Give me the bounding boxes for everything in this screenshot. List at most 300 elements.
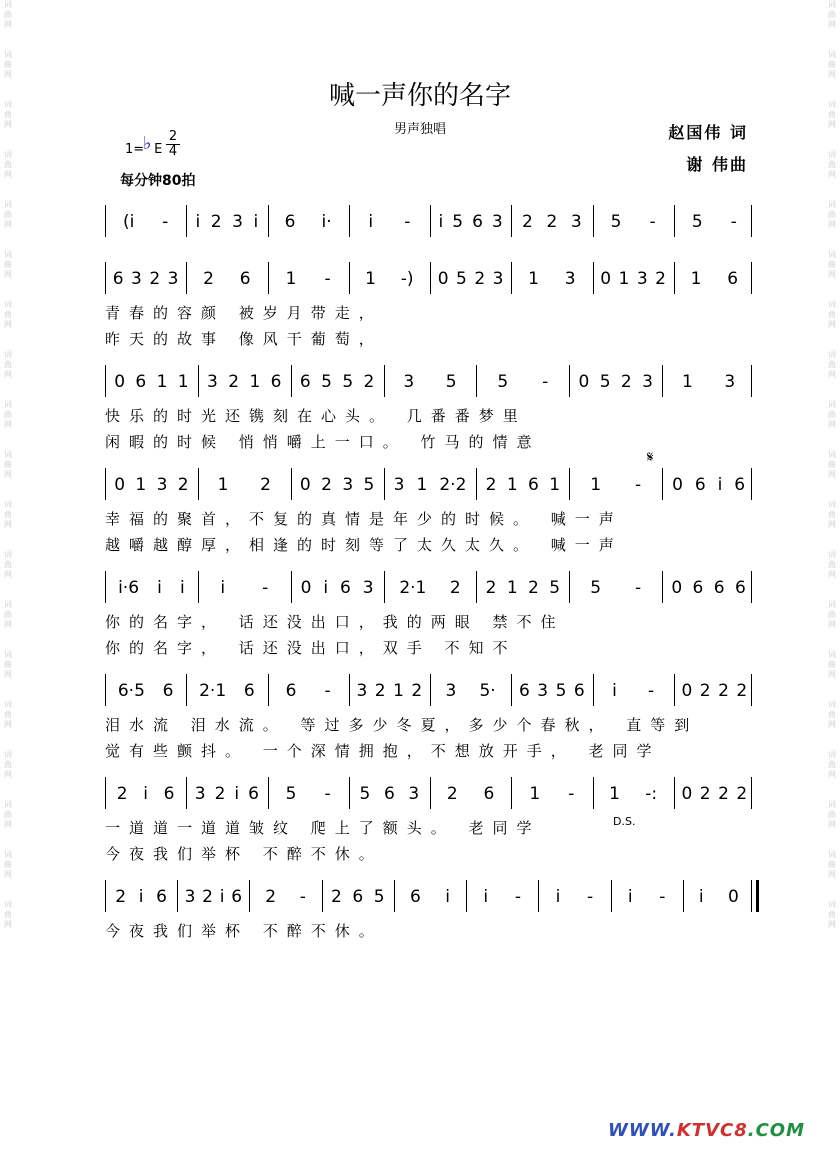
note: 3 [491,212,503,232]
note: 2 [736,681,748,701]
note: 6 [692,578,704,598]
measure [105,266,186,292]
score-row [105,573,755,657]
note: 2 [546,212,558,232]
lyric-line: 今夜我们举杯 不醉不休。 [105,845,383,863]
note: 6 [340,578,351,598]
measure [511,266,592,292]
note: 3 [356,681,368,701]
note: 3 [184,887,196,907]
barline [268,674,269,706]
barline [593,205,594,237]
barline [674,205,675,237]
measure [430,781,511,807]
note: - [299,887,306,907]
note: i [627,887,633,907]
note: - [324,784,331,804]
barline [430,205,431,237]
note: 6 [284,212,296,232]
lyric-line: 一道道一道道皱纹 爬上了额头。 老同学 [105,819,541,837]
barline [751,880,759,912]
barline [466,880,467,912]
note: 3 [570,212,582,232]
measure [349,266,430,292]
measure [186,781,267,807]
note: 1 [249,372,261,392]
measure [291,369,384,395]
measure [384,575,477,601]
notes-line [105,472,755,498]
measure [430,209,511,235]
meter-top: 2 [168,129,178,144]
composer-credit: 谢 伟曲 [686,155,748,174]
watermark-text: 词 曲 网 [828,600,836,629]
watermark-text: 词 曲 网 [4,0,12,29]
song-title: 喊一声你的名字 [328,81,511,111]
note: 1 [609,784,620,804]
note: - [404,212,411,232]
note: 3 [403,372,415,392]
note: 1 [529,784,541,804]
note: 6 [472,212,483,232]
barline [249,880,250,912]
note: i [698,887,704,907]
watermark-text: 词 曲 网 [828,450,836,479]
note: i [253,212,259,232]
lyric-line: 你的名字， 话还没出口，双手 不知不 [105,639,517,657]
note: 5 [497,372,509,392]
lyric-line: 闲暇的时候 悄悄嚼上一口。 竹马的情意 [105,433,541,451]
measure [511,781,592,807]
note: 3 [232,212,243,232]
note: 2 [321,475,332,495]
barline [430,777,431,809]
barline [538,880,539,912]
note: 1 [393,681,404,701]
note: 3 [564,269,576,289]
barline [268,262,269,294]
note: 1 [177,372,189,392]
site-watermark [608,1120,805,1141]
note: 2 [116,784,128,804]
watermark-text: 词 曲 网 [828,100,836,129]
watermark-text: 词 曲 网 [4,700,12,729]
barline [751,262,752,294]
time-signature [166,130,180,159]
measure [291,575,384,601]
lyricist-credit: 赵国伟 词 [668,123,748,142]
notes-line [105,369,755,395]
ds-mark: D.S. [613,815,636,828]
barline [751,365,752,397]
note: 2 [374,681,386,701]
note: 2 [203,269,214,289]
note: 6 [162,681,174,701]
note: - [542,372,549,392]
measure [662,472,755,498]
score-row [105,367,755,451]
note: 2 [446,784,458,804]
measure [186,266,267,292]
note: - [635,475,642,495]
note: 1 [285,269,297,289]
note: 2 [363,372,375,392]
barline [674,262,675,294]
measure [662,575,755,601]
measure [593,781,674,807]
barline [349,205,350,237]
barline [511,674,512,706]
note: 6 [248,784,259,804]
watermark-text: 词 曲 网 [828,300,836,329]
watermark-text: 词 曲 网 [4,250,12,279]
note: - [324,681,331,701]
barline [394,880,395,912]
note: 0 [727,887,739,907]
note: 1 [135,475,147,495]
barline [268,205,269,237]
barline [751,205,752,237]
note: 2 [718,784,729,804]
note: 2 [214,784,226,804]
barline [291,468,292,500]
note: - [568,784,575,804]
barline [384,365,385,397]
watermark-text: 词 曲 网 [828,550,836,579]
note: - [587,887,594,907]
barline [186,262,187,294]
note: 5 [456,269,467,289]
note: 3 [342,475,354,495]
note: 2 [718,681,729,701]
note: 2 [260,475,271,495]
flat-icon: ♭ [143,133,152,154]
note: 6 [727,269,739,289]
note: i [445,887,450,907]
note: 2 [265,887,277,907]
note: 3 [393,475,405,495]
barline [662,365,663,397]
note: 3 [156,475,168,495]
barline [186,205,187,237]
watermark-text: 词 曲 网 [4,850,12,879]
measure [349,678,430,704]
note: 2 [210,212,222,232]
measure [394,884,466,910]
lyric-line: 觉有些颤抖。 一个深情拥抱，不想放开手， 老同学 [105,742,661,760]
note: 5 [549,578,561,598]
barline [511,205,512,237]
barline [593,674,594,706]
note: 6 [299,372,311,392]
barline [349,777,350,809]
watermark-text: 词 曲 网 [828,200,836,229]
site-part-3: .COM [747,1120,806,1141]
note: 1 [365,269,376,289]
barline [430,262,431,294]
note: 6 [163,784,175,804]
measure [476,472,569,498]
note: 3 [492,269,504,289]
note: i [368,212,374,232]
note: 2 [485,578,497,598]
measure [198,369,291,395]
measure [268,209,349,235]
measure [177,884,249,910]
note: i· [321,212,332,232]
measure [384,472,477,498]
note: 3 [636,269,648,289]
note: i [612,681,617,701]
measure [593,678,674,704]
watermark-text: 词 曲 网 [828,0,836,29]
watermark-text: 词 曲 网 [828,850,836,879]
watermark-left [2,0,14,1169]
measure [249,884,321,910]
note: 5 [363,475,375,495]
measure [349,209,430,235]
note: 5 [610,212,622,232]
lyric-line: 泪水流 泪水流。 等过多少冬夏，多少个春秋， 直等到 [105,716,699,734]
barline [384,571,385,603]
note: i [157,578,162,598]
note: 6 [352,887,364,907]
watermark-text: 词 曲 网 [4,450,12,479]
note: 6 [243,681,255,701]
note: 6 [135,372,147,392]
key-label: 1= [125,142,145,157]
note: 0 [114,475,126,495]
lyric-line: 越嚼越醇厚，相逢的时刻等了太久太久。 喊一声 [105,536,623,554]
measure [662,369,755,395]
score-row [105,207,755,247]
barline [593,777,594,809]
note: 2 [485,475,497,495]
watermark-text: 词 曲 网 [828,650,836,679]
note: 6 [528,475,539,495]
note: 3 [131,269,142,289]
note: i [483,887,489,907]
note: 6 [518,681,530,701]
score-row [105,448,755,554]
measure [611,884,683,910]
measure [349,781,430,807]
barline [291,571,292,603]
note: 1 [528,269,539,289]
note: - [730,212,737,232]
barline [751,468,752,500]
barline [177,880,178,912]
watermark-right [826,0,838,1169]
lyric-line: 幸福的聚首，不复的真情是年少的时候。 喊一声 [105,510,623,528]
note: - [649,212,656,232]
note: 5· [479,681,496,701]
note: 2 [115,887,127,907]
note: 5 [445,372,457,392]
watermark-text: 词 曲 网 [4,100,12,129]
note: i [143,784,148,804]
watermark-text: 词 曲 网 [828,50,836,79]
note: 6 [713,578,725,598]
note: - [262,578,269,598]
measure [105,884,177,910]
barline [349,262,350,294]
note: 0 [671,578,683,598]
barline [476,365,477,397]
watermark-text: 词 曲 网 [4,400,12,429]
note: 3 [537,681,549,701]
note: -) [400,269,414,289]
barline [105,880,106,912]
watermark-text: 词 曲 网 [4,750,12,779]
measure [105,781,186,807]
barline [105,777,106,809]
watermark-text: 词 曲 网 [4,350,12,379]
barline [105,468,106,500]
note: 6 [285,681,297,701]
lyric-line: 你的名字， 话还没出口，我的两眼 禁不住 [105,613,565,631]
note: 6 [112,269,124,289]
lyric-line: 今夜我们举杯 不醉不休。 [105,922,383,940]
measure [674,678,755,704]
note: - [324,269,331,289]
note: 2 [149,269,161,289]
barline [593,262,594,294]
note: 2 [202,887,213,907]
note: 2 [655,269,666,289]
measure [384,369,477,395]
notes-line [105,575,755,601]
barline [674,674,675,706]
watermark-text: 词 曲 网 [4,800,12,829]
measure [268,678,349,704]
barline [569,571,570,603]
note: 0 [681,681,693,701]
note: 2 [177,475,189,495]
note: 1 [549,475,561,495]
note: 2 [449,578,461,598]
barline [662,468,663,500]
note: 6·5 [117,681,145,701]
measure [511,209,592,235]
barline [476,468,477,500]
lyric-line: 青春的容颜 被岁月带走， [105,304,383,322]
note: 0 [299,475,311,495]
barline [384,468,385,500]
notes-line [105,884,755,910]
barline [198,365,199,397]
score-row [105,779,755,863]
note: i [138,887,144,907]
note: 6 [156,887,167,907]
note: (i [122,212,135,232]
note: 1 [506,475,518,495]
barline [198,571,199,603]
barline [611,880,612,912]
note: 1 [156,372,168,392]
measure [268,781,349,807]
measure [569,575,662,601]
barline [662,571,663,603]
note: 3 [362,578,374,598]
barline [569,468,570,500]
note: 3 [724,372,736,392]
measure [569,472,662,498]
note: 5 [321,372,332,392]
note: 5 [359,784,371,804]
note: i [717,475,723,495]
note: - [648,681,655,701]
note: 0 [681,784,693,804]
lyric-line: 昨天的故事 像风干葡萄， [105,330,383,348]
measure [476,575,569,601]
note: 2·1 [199,681,227,701]
barline [511,262,512,294]
watermark-text: 词 曲 网 [4,300,12,329]
measure [105,472,198,498]
barline [105,674,106,706]
note: 3 [194,784,206,804]
measure [593,209,674,235]
measure [674,209,755,235]
barline [186,674,187,706]
watermark-text: 词 曲 网 [828,800,836,829]
note: 2 [528,578,539,598]
note: - [635,578,642,598]
measure [198,472,291,498]
note: i [195,212,201,232]
note: 5 [452,212,464,232]
note: - [659,887,666,907]
note: 1 [217,475,229,495]
watermark-text: 词 曲 网 [4,500,12,529]
measure [476,369,569,395]
note: 3 [408,784,420,804]
score-row [105,882,755,940]
watermark-text: 词 曲 网 [828,900,836,929]
score-row [105,264,755,348]
barline [569,365,570,397]
lyric-line: 快乐的时光还镌刻在心头。 几番番梦里 [105,407,527,425]
barline [476,571,477,603]
note: 1 [416,475,428,495]
watermark-text: 词 曲 网 [4,150,12,179]
note: 2 [736,784,748,804]
measure [322,884,394,910]
note: 5 [285,784,297,804]
note: 2 [522,212,533,232]
note: i [219,887,225,907]
note: 6 [231,887,243,907]
note: 3 [642,372,653,392]
barline [674,777,675,809]
barline [430,674,431,706]
note: 5 [590,578,602,598]
barline [186,777,187,809]
note: 0 [600,269,612,289]
barline [751,777,752,809]
meter-bottom: 4 [166,144,180,159]
note: 2 [620,372,632,392]
barline [105,205,106,237]
performance-type: 男声独唱 [393,122,446,137]
note: i [180,578,185,598]
barline [291,365,292,397]
note: 6 [383,784,395,804]
note: 5 [599,372,611,392]
barline [683,880,684,912]
measure [105,678,186,704]
